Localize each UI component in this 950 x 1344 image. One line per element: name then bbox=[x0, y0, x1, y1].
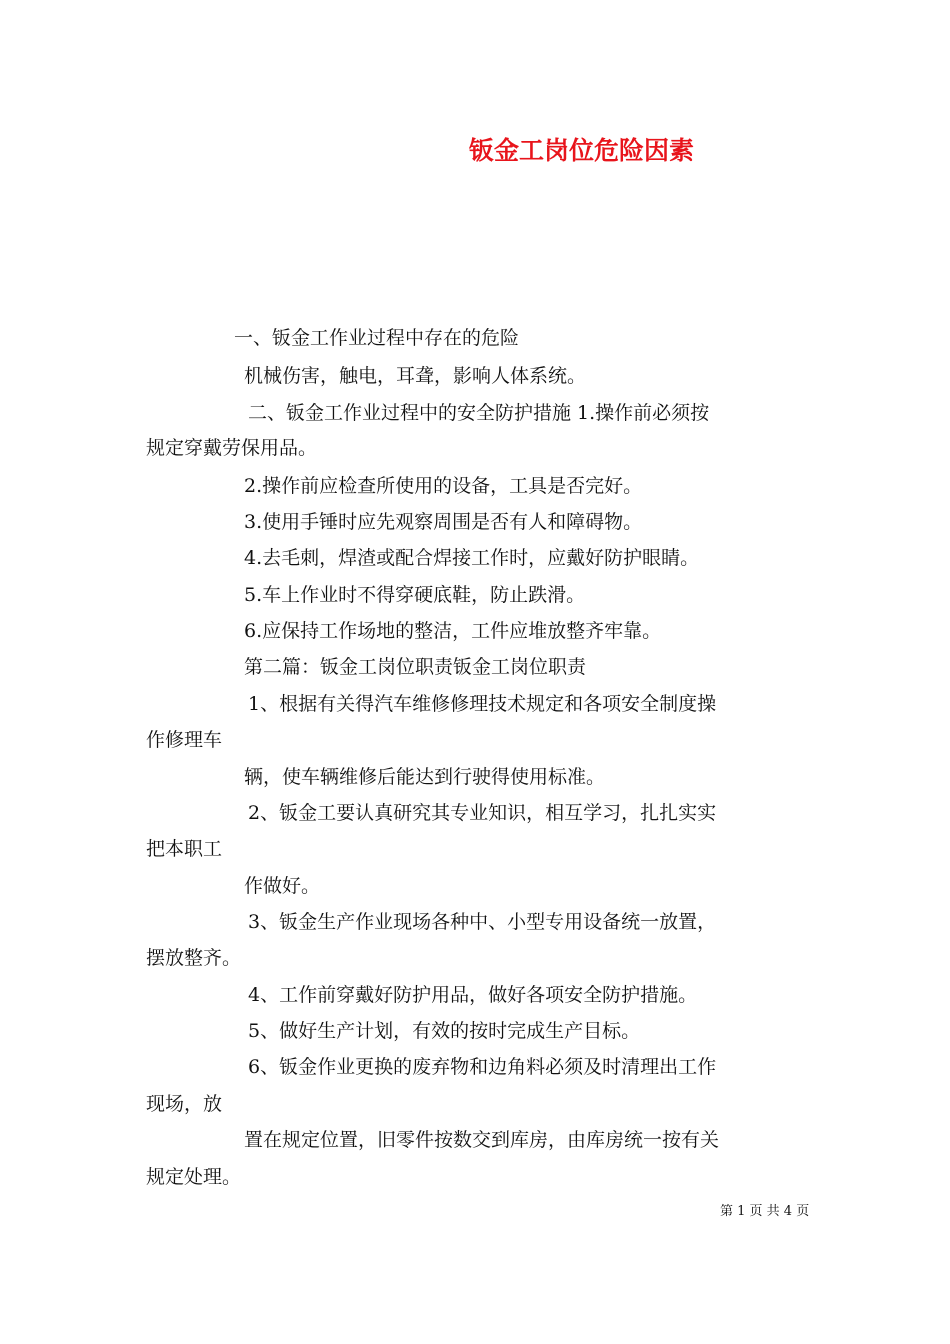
page-number: 第 1 页 共 4 页 bbox=[720, 1204, 810, 1219]
body-line: 2.操作前应检查所使用的设备，工具是否完好。 bbox=[244, 475, 643, 497]
body-line: 摆放整齐。 bbox=[146, 947, 242, 969]
body-line: 规定处理。 bbox=[146, 1166, 242, 1188]
body-line: 6、钣金作业更换的废弃物和边角料必须及时清理出工作 bbox=[248, 1056, 717, 1078]
body-line: 5、做好生产计划，有效的按时完成生产目标。 bbox=[248, 1020, 641, 1042]
body-line: 3、钣金生产作业现场各种中、小型专用设备统一放置， bbox=[248, 911, 717, 933]
body-line: 二、钣金工作业过程中的安全防护措施 1.操作前必须按 bbox=[248, 402, 710, 424]
body-line: 现场，放 bbox=[146, 1093, 223, 1115]
body-line: 置在规定位置，旧零件按数交到库房，由库房统一按有关 bbox=[244, 1129, 720, 1151]
body-line: 2、钣金工要认真研究其专业知识，相互学习，扎扎实实 bbox=[248, 802, 717, 824]
body-line: 4、工作前穿戴好防护用品，做好各项安全防护措施。 bbox=[248, 984, 698, 1006]
body-line: 把本职工 bbox=[146, 838, 223, 860]
body-line: 1、根据有关得汽车维修修理技术规定和各项安全制度操 bbox=[248, 693, 717, 715]
body-line: 6.应保持工作场地的整洁，工件应堆放整齐牢靠。 bbox=[244, 620, 662, 642]
body-line: 3.使用手锤时应先观察周围是否有人和障碍物。 bbox=[244, 511, 643, 533]
body-line: 5.车上作业时不得穿硬底鞋，防止跌滑。 bbox=[244, 584, 586, 606]
body-line: 辆，使车辆维修后能达到行驶得使用标准。 bbox=[244, 766, 606, 788]
body-line: 机械伤害，触电，耳聋，影响人体系统。 bbox=[244, 365, 587, 387]
document-title: 钣金工岗位危险因素 bbox=[469, 136, 695, 165]
body-line: 一、钣金工作业过程中存在的危险 bbox=[234, 327, 520, 349]
body-line: 作做好。 bbox=[244, 875, 321, 897]
body-line: 4.去毛刺，焊渣或配合焊接工作时，应戴好防护眼睛。 bbox=[244, 547, 700, 569]
body-line: 规定穿戴劳保用品。 bbox=[146, 437, 318, 459]
body-line: 第二篇：钣金工岗位职责钣金工岗位职责 bbox=[244, 656, 587, 678]
body-line: 作修理车 bbox=[146, 729, 223, 751]
